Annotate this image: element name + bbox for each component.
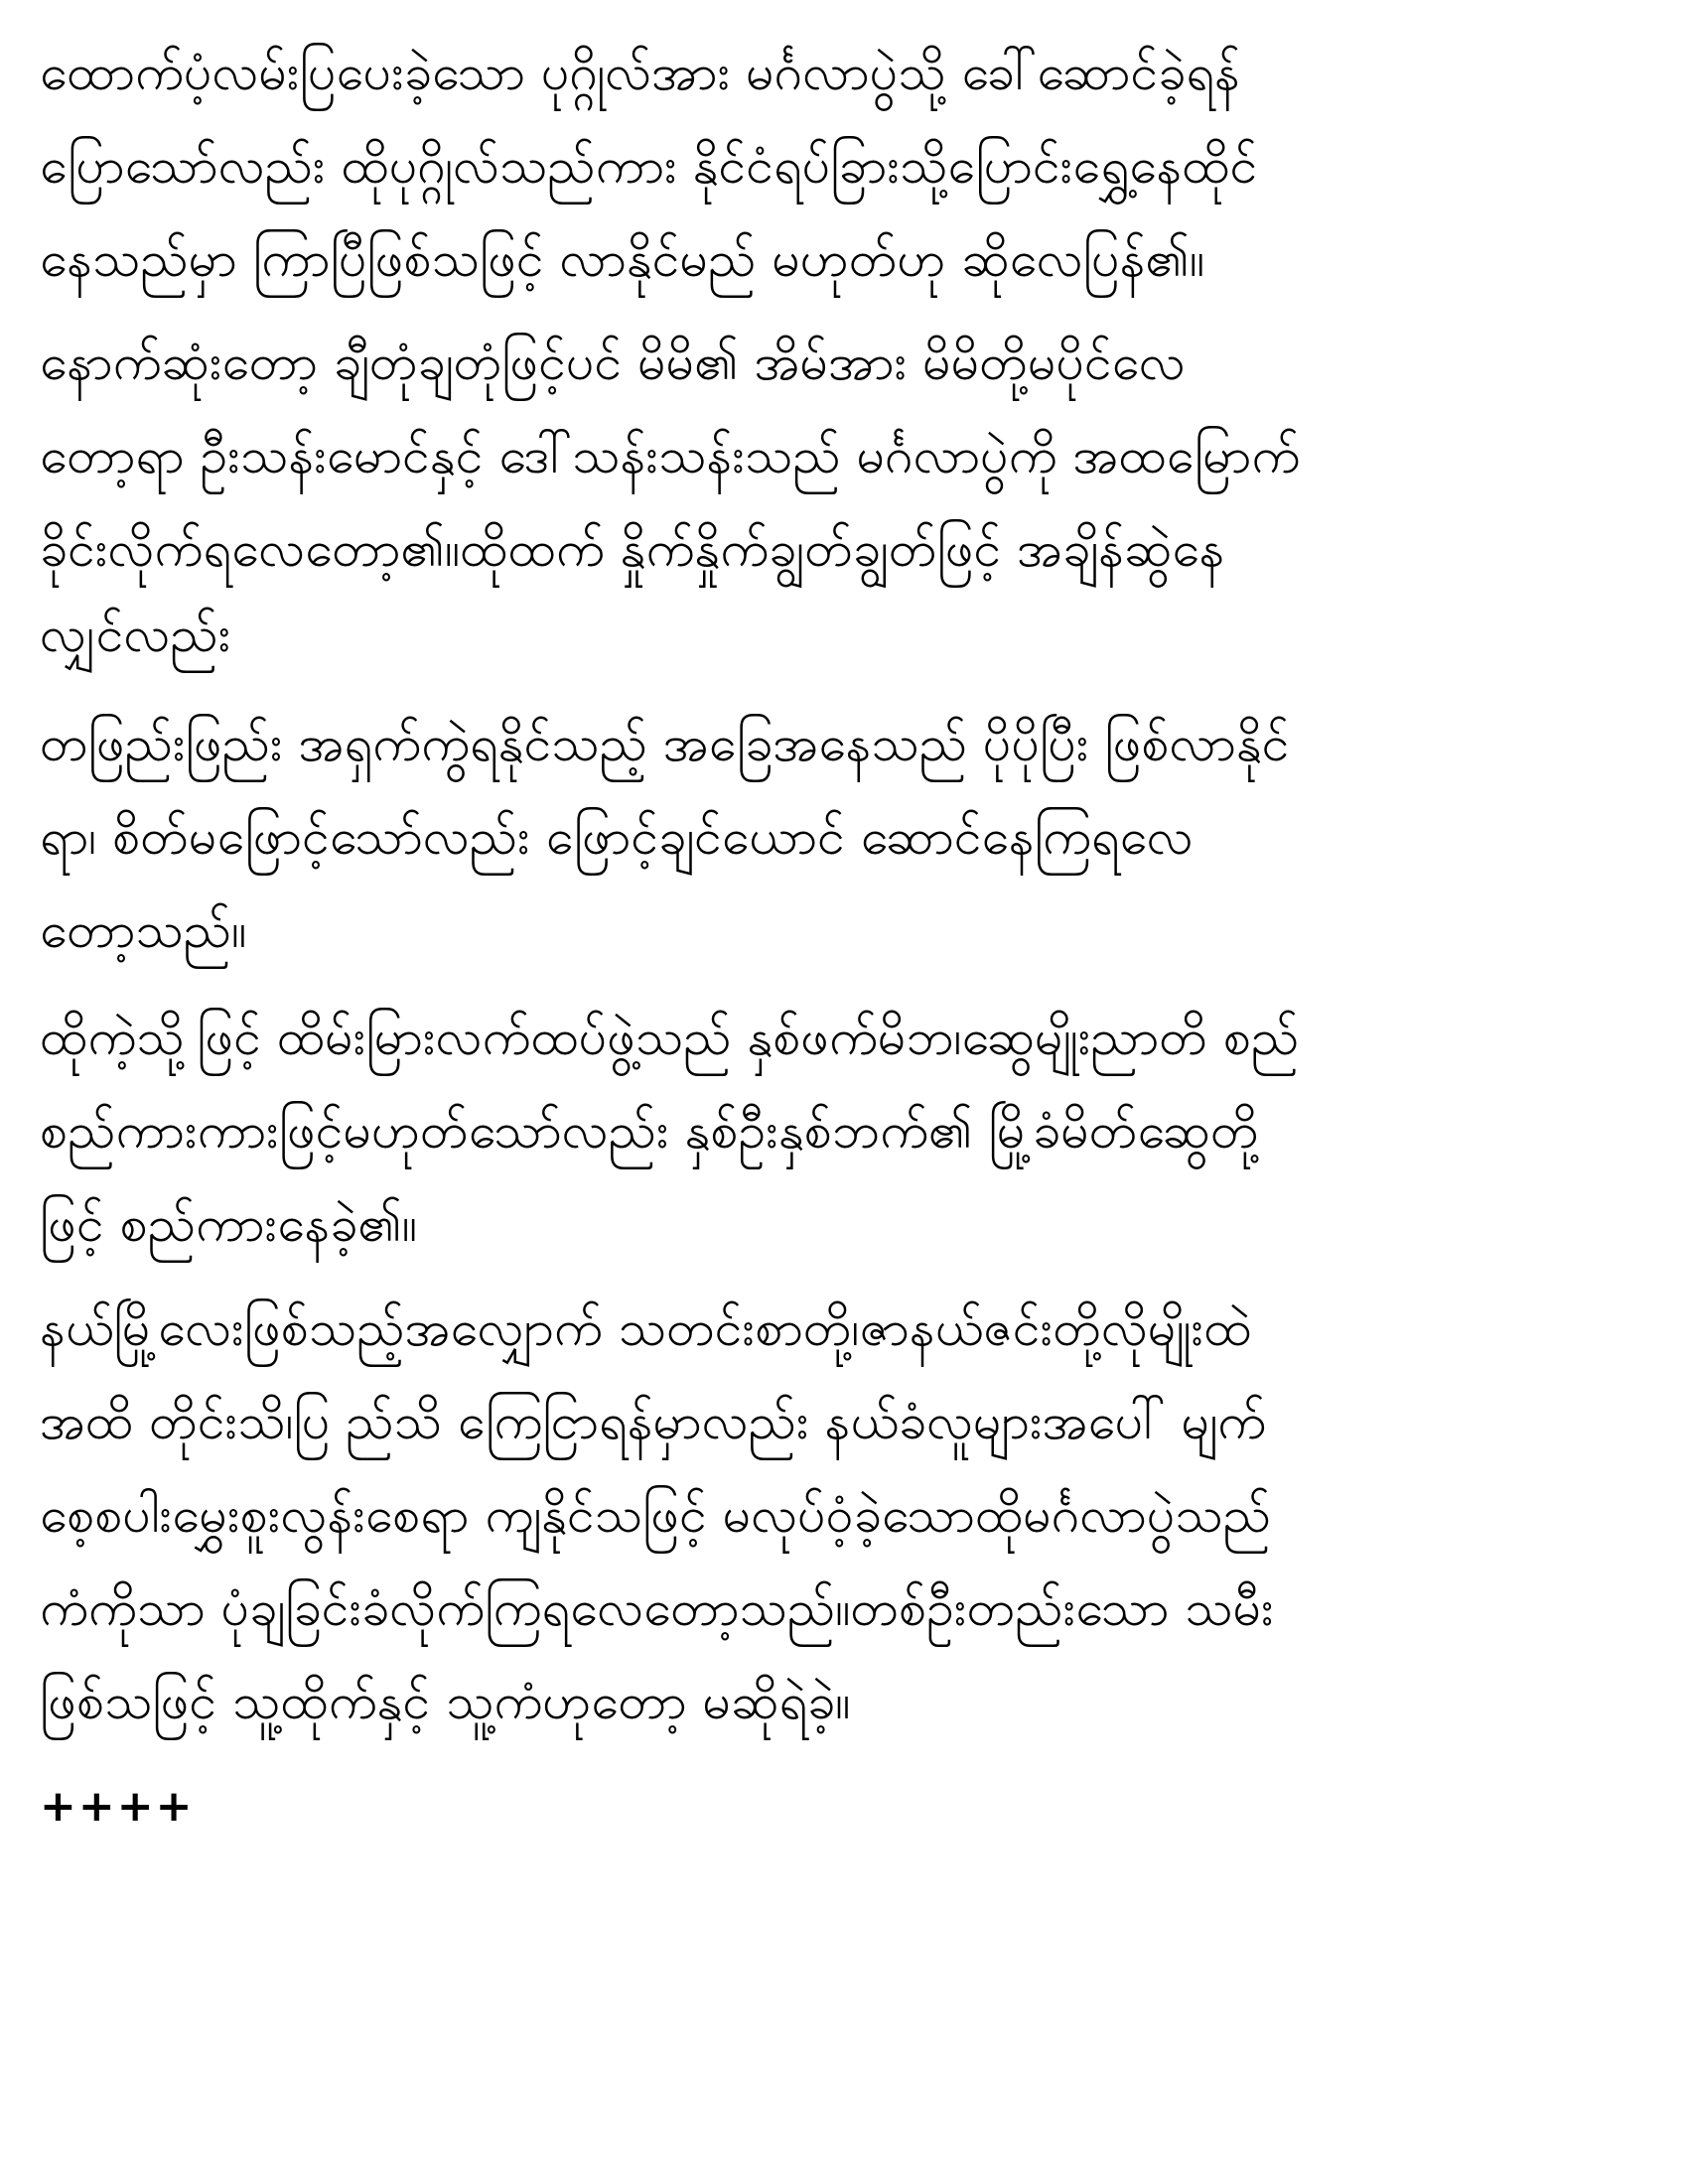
paragraph-line: ဖြင့် စည်ကားနေခဲ့၏။ <box>40 1195 418 1253</box>
paragraph-line: နောက်ဆုံးတော့ ချီတုံချတုံဖြင့်ပင် မိမိ၏ အိမ်အား မိမိတို့မပိုင်လေ <box>40 334 1186 391</box>
paragraph-line: အထိ တိုင်းသိ၊ပြ ည်သိ ကြေငြာရန်မှာလည်း နယ်ခံလူများအပေါ် မျက် <box>40 1393 1267 1450</box>
paragraph-line: စည်ကားကားဖြင့်မဟုတ်သော်လည်း နှစ်ဦးနှစ်ဘက်၏ မြို့ခံမိတ်ဆွေတို့ <box>40 1102 1259 1160</box>
paragraph-line: နေသည်မှာ ကြာပြီဖြစ်သဖြင့် လာနိုင်မည် မဟုတ်ဟု ဆိုလေပြန်၏။ <box>40 230 1205 288</box>
paragraph-line: လျှင်လည်း <box>40 606 231 663</box>
paragraph-line: ခိုင်းလိုက်ရလေတော့၏။ထိုထက် နှိုက်နှိုက်ချွတ်ချွတ်ဖြင့် အချိန်ဆွဲနေ <box>40 520 1225 578</box>
paragraph-line: ထိုကဲ့သို့ဖြင့် ထိမ်းမြားလက်ထပ်ဖွဲ့သည် နှစ်ဖက်မိဘ၊ဆွေမျိုးညာတိ စည် <box>40 1009 1300 1066</box>
paragraph-line: ပြောသော်လည်း ထိုပုဂ္ဂိုလ်သည်ကား နိုင်ငံရပ်ခြားသို့ပြောင်းရွှေ့နေထိုင် <box>40 137 1258 195</box>
section-end-mark: ++++ <box>40 1781 195 1832</box>
paragraph-line: တော့သည်။ <box>40 901 247 959</box>
paragraph-line: စေ့စပါးမွှေးစူးလွန်းစေရာ ကျနိုင်သဖြင့် မလုပ်ဝံ့ခဲ့သောထိုမင်္ဂလာပွဲသည် <box>40 1486 1272 1544</box>
paragraph-line: နယ်မြို့လေးဖြစ်သည့်အလျှောက် သတင်းစာတို့၊ဇာနယ်ဇင်းတို့လိုမျိုးထဲ <box>40 1299 1252 1357</box>
paragraph-line: တဖြည်းဖြည်း အရှက်ကွဲရနိုင်သည့် အခြေအနေသည် ပိုပိုပြီး ဖြစ်လာနိုင် <box>40 715 1290 772</box>
paragraph-line: တော့ရာ ဦးသန်းမောင်နှင့် ဒေါ်သန်းသန်းသည် မင်္ဂလာပွဲကို အထမြောက် <box>40 427 1301 484</box>
paragraph-line: ထောက်ပံ့လမ်းပြပေးခဲ့သော ပုဂ္ဂိုလ်အား မင်္ဂလာပွဲသို့ ခေါ်ဆောင်ခဲ့ရန် <box>40 44 1240 101</box>
paragraph-line: ကံကိုသာ ပုံချခြင်းခံလိုက်ကြရလေတော့သည်။တစ်ဦးတည်းသော သမီး <box>40 1579 1274 1637</box>
paragraph-line: ဖြစ်သဖြင့် သူ့ထိုက်နှင့် သူ့ကံဟုတော့ မဆိုရဲခဲ့။ <box>40 1673 851 1730</box>
paragraph-line: ရာ၊ စိတ်မဖြောင့်သော်လည်း ဖြောင့်ချင်ယောင် ဆောင်နေကြရလေ <box>40 808 1194 866</box>
